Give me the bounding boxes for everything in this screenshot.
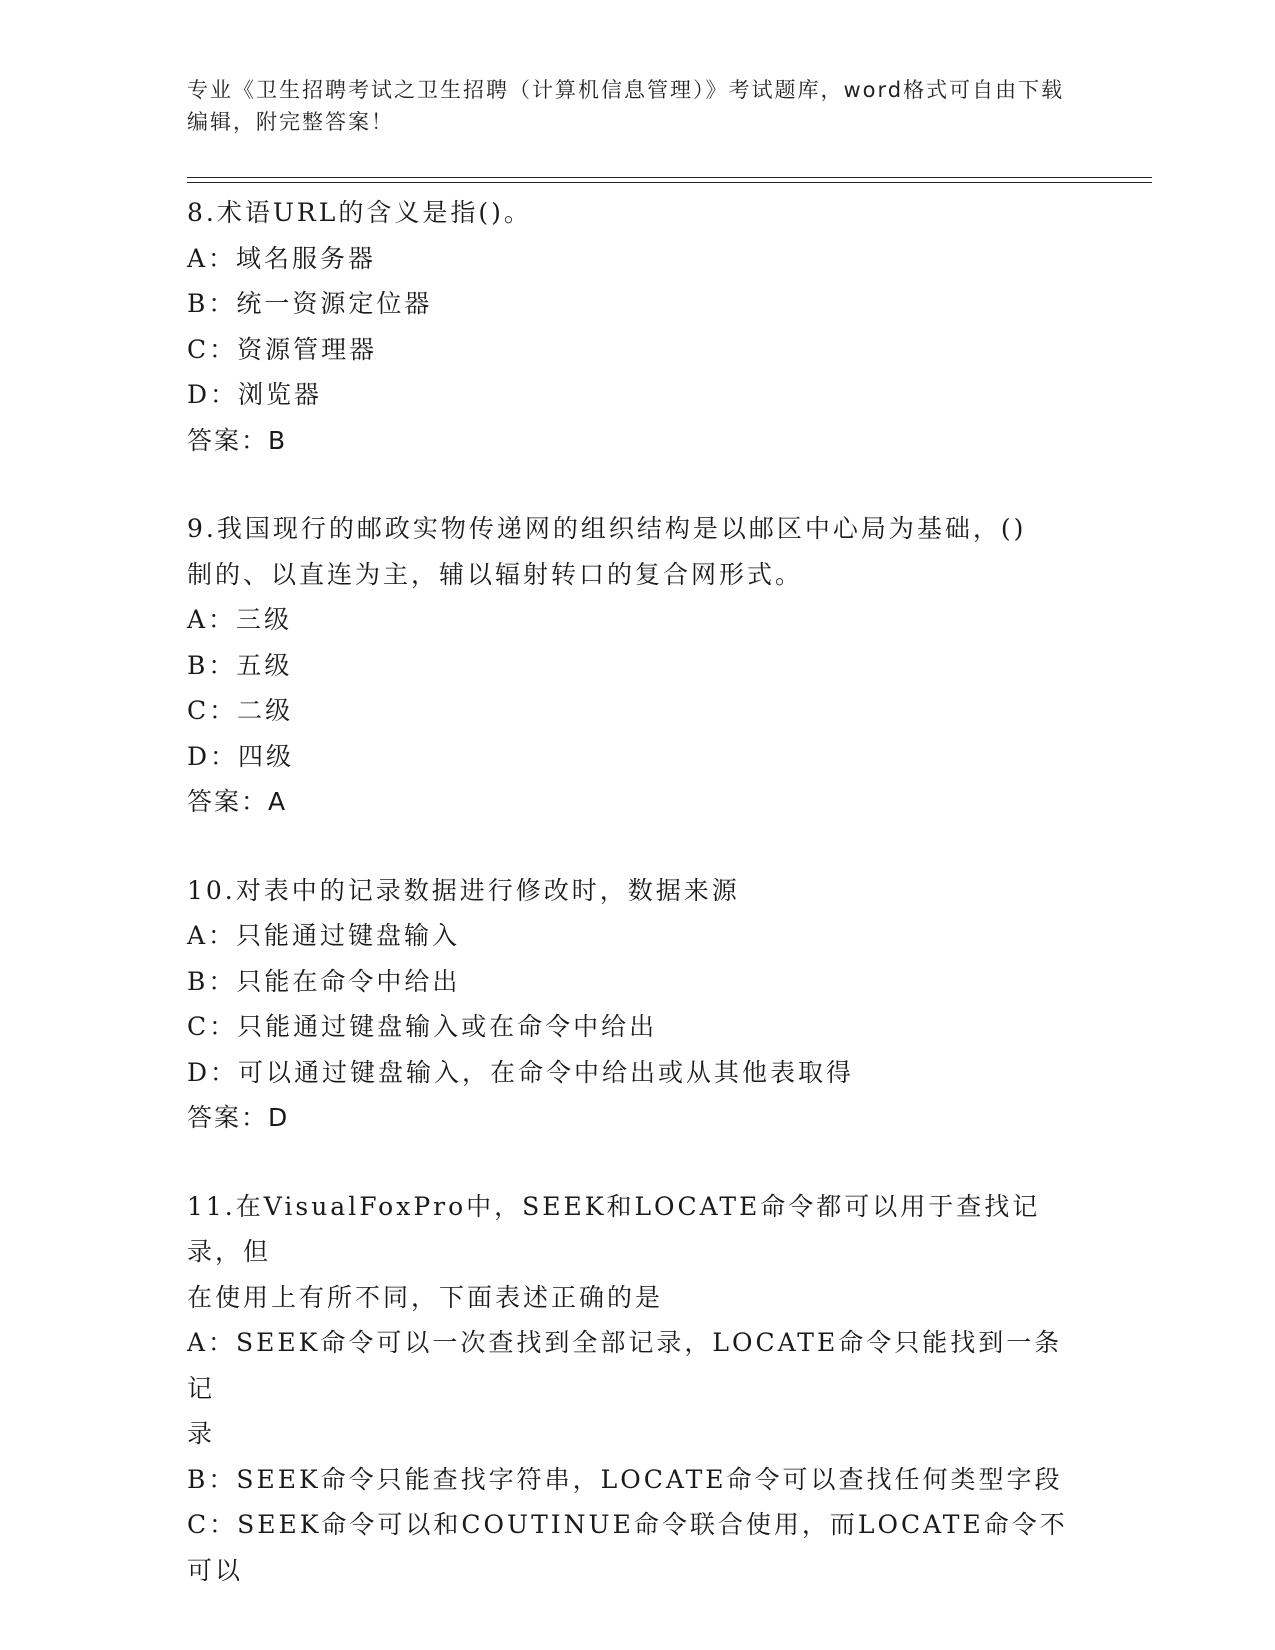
option-b: B：五级 — [187, 650, 293, 680]
option-b: B：只能在命令中给出 — [187, 966, 461, 996]
question-list — [187, 190, 1087, 1593]
question-11 — [187, 1184, 1087, 1594]
answer: 答案：A — [187, 787, 288, 816]
option-c: C：SEEK命令可以和COUTINUE命令联合使用，而LOCATE命令不可以 — [187, 1510, 1068, 1585]
option-d: D：可以通过键盘输入，在命令中给出或从其他表取得 — [187, 1057, 855, 1087]
document-header: 专业《卫生招聘考试之卫生招聘（计算机信息管理）》考试题库，word格式可自由下载编辑，附完整答案！ — [187, 78, 1065, 134]
option-a: A：SEEK命令可以一次查找到全部记录，LOCATE命令只能找到一条记 — [187, 1328, 1063, 1403]
question-9 — [187, 506, 1087, 825]
option-a: A：域名服务器 — [187, 243, 377, 273]
option-c: C：二级 — [187, 696, 294, 725]
answer: 答案：B — [187, 425, 288, 455]
question-stem: 9.我国现行的邮政实物传递网的组织结构是以邮区中心局为基础，() — [187, 514, 1027, 543]
question-stem: 8.术语URL的含义是指()。 — [187, 198, 532, 227]
option-d: D：浏览器 — [187, 380, 323, 409]
answer: 答案：D — [187, 1103, 290, 1132]
question-10 — [187, 868, 1087, 1141]
question-stem-continued: 在使用上有所不同，下面表述正确的是 — [187, 1282, 664, 1312]
question-8 — [187, 190, 1087, 463]
option-b: B：统一资源定位器 — [187, 289, 433, 318]
header-rule-top — [187, 177, 1152, 178]
header-rule-bottom — [187, 182, 1152, 183]
option-a-continued: 录 — [187, 1419, 216, 1448]
option-b: B：SEEK命令只能查找字符串，LOCATE命令可以查找任何类型字段 — [187, 1464, 1063, 1494]
option-d: D：四级 — [187, 741, 295, 771]
option-c: C：资源管理器 — [187, 334, 378, 364]
option-c: C：只能通过键盘输入或在命令中给出 — [187, 1012, 658, 1041]
question-stem: 11.在VisualFoxPro中，SEEK和LOCATE命令都可以用于查找记录，但 — [187, 1191, 1041, 1266]
option-a: A：只能通过键盘输入 — [187, 921, 461, 950]
question-stem: 10.对表中的记录数据进行修改时，数据来源 — [187, 875, 740, 905]
question-stem-continued: 制的、以直连为主，辅以辐射转口的复合网形式。 — [187, 559, 804, 589]
option-a: A：三级 — [187, 605, 293, 634]
